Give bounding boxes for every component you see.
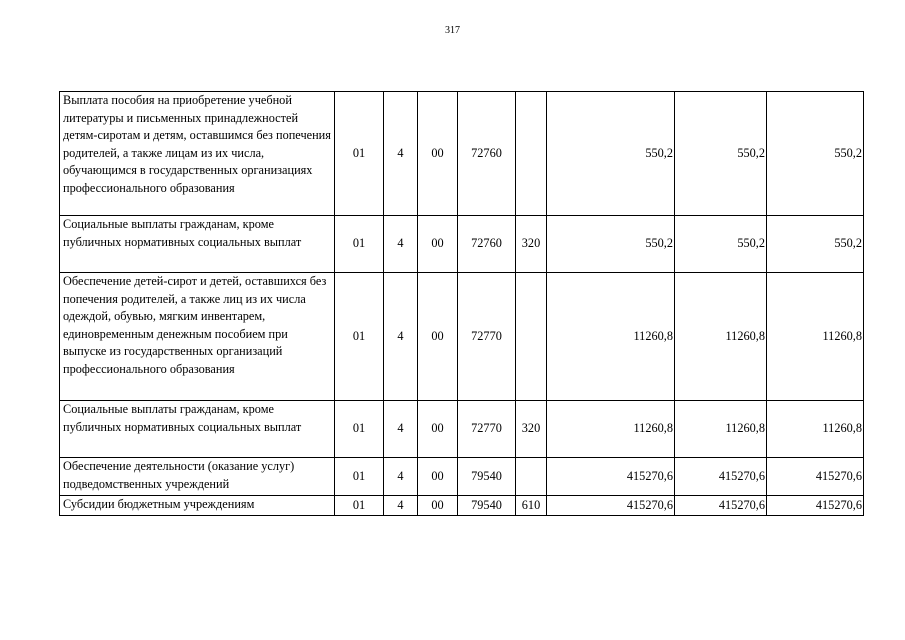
page-number: 317 — [445, 25, 460, 36]
expense-type-code — [516, 273, 547, 401]
amount-year-2: 550,2 — [675, 216, 767, 273]
expense-type-code: 320 — [516, 216, 547, 273]
row-description: Обеспечение деятельности (оказание услуг) подведомственных учреждений — [60, 458, 335, 496]
amount-year-1: 415270,6 — [547, 496, 675, 516]
expense-type-code: 320 — [516, 401, 547, 458]
amount-year-1: 550,2 — [547, 216, 675, 273]
row-description: Субсидии бюджетным учреждениям — [60, 496, 335, 516]
amount-year-3: 550,2 — [767, 92, 864, 216]
section-code: 01 — [335, 92, 384, 216]
amount-year-1: 415270,6 — [547, 458, 675, 496]
row-description: Обеспечение детей-сирот и детей, оставшихся без попечения родителей, а также лиц из их числа одеждой, обувью, мягким инвентарем, единовременным денежным пособием при выпуске из государственных организаций профессионального образования — [60, 273, 335, 401]
expense-type-code — [516, 92, 547, 216]
direction-code: 79540 — [458, 458, 516, 496]
amount-year-2: 11260,8 — [675, 401, 767, 458]
main-event-code: 00 — [418, 401, 458, 458]
table-row — [60, 216, 864, 273]
amount-year-3: 11260,8 — [767, 401, 864, 458]
direction-code: 72770 — [458, 401, 516, 458]
budget-table — [59, 91, 864, 516]
amount-year-1: 11260,8 — [547, 401, 675, 458]
row-description: Социальные выплаты гражданам, кроме публичных нормативных социальных выплат — [60, 401, 335, 458]
expense-type-code — [516, 458, 547, 496]
main-event-code: 00 — [418, 92, 458, 216]
subprogram-code: 4 — [384, 92, 418, 216]
amount-year-3: 11260,8 — [767, 273, 864, 401]
subprogram-code: 4 — [384, 458, 418, 496]
subprogram-code: 4 — [384, 273, 418, 401]
amount-year-2: 415270,6 — [675, 458, 767, 496]
section-code: 01 — [335, 401, 384, 458]
expense-type-code: 610 — [516, 496, 547, 516]
table-row — [60, 92, 864, 216]
section-code: 01 — [335, 496, 384, 516]
amount-year-3: 415270,6 — [767, 458, 864, 496]
amount-year-1: 550,2 — [547, 92, 675, 216]
table-row — [60, 401, 864, 458]
direction-code: 72760 — [458, 92, 516, 216]
direction-code: 72760 — [458, 216, 516, 273]
main-event-code: 00 — [418, 496, 458, 516]
direction-code: 79540 — [458, 496, 516, 516]
subprogram-code: 4 — [384, 401, 418, 458]
main-event-code: 00 — [418, 273, 458, 401]
table-row — [60, 496, 864, 516]
amount-year-3: 550,2 — [767, 216, 864, 273]
amount-year-2: 11260,8 — [675, 273, 767, 401]
main-event-code: 00 — [418, 458, 458, 496]
amount-year-3: 415270,6 — [767, 496, 864, 516]
table-row — [60, 273, 864, 401]
row-description: Социальные выплаты гражданам, кроме публичных нормативных социальных выплат — [60, 216, 335, 273]
amount-year-2: 415270,6 — [675, 496, 767, 516]
table-row — [60, 458, 864, 496]
row-description: Выплата пособия на приобретение учебной литературы и письменных принадлежностей детям-сиротам и детям, оставшимся без попечения родителей, а также лицам из их числа, обучающимся в государственных организациях профессионального образования — [60, 92, 335, 216]
main-event-code: 00 — [418, 216, 458, 273]
amount-year-2: 550,2 — [675, 92, 767, 216]
section-code: 01 — [335, 458, 384, 496]
subprogram-code: 4 — [384, 216, 418, 273]
subprogram-code: 4 — [384, 496, 418, 516]
amount-year-1: 11260,8 — [547, 273, 675, 401]
section-code: 01 — [335, 216, 384, 273]
direction-code: 72770 — [458, 273, 516, 401]
section-code: 01 — [335, 273, 384, 401]
